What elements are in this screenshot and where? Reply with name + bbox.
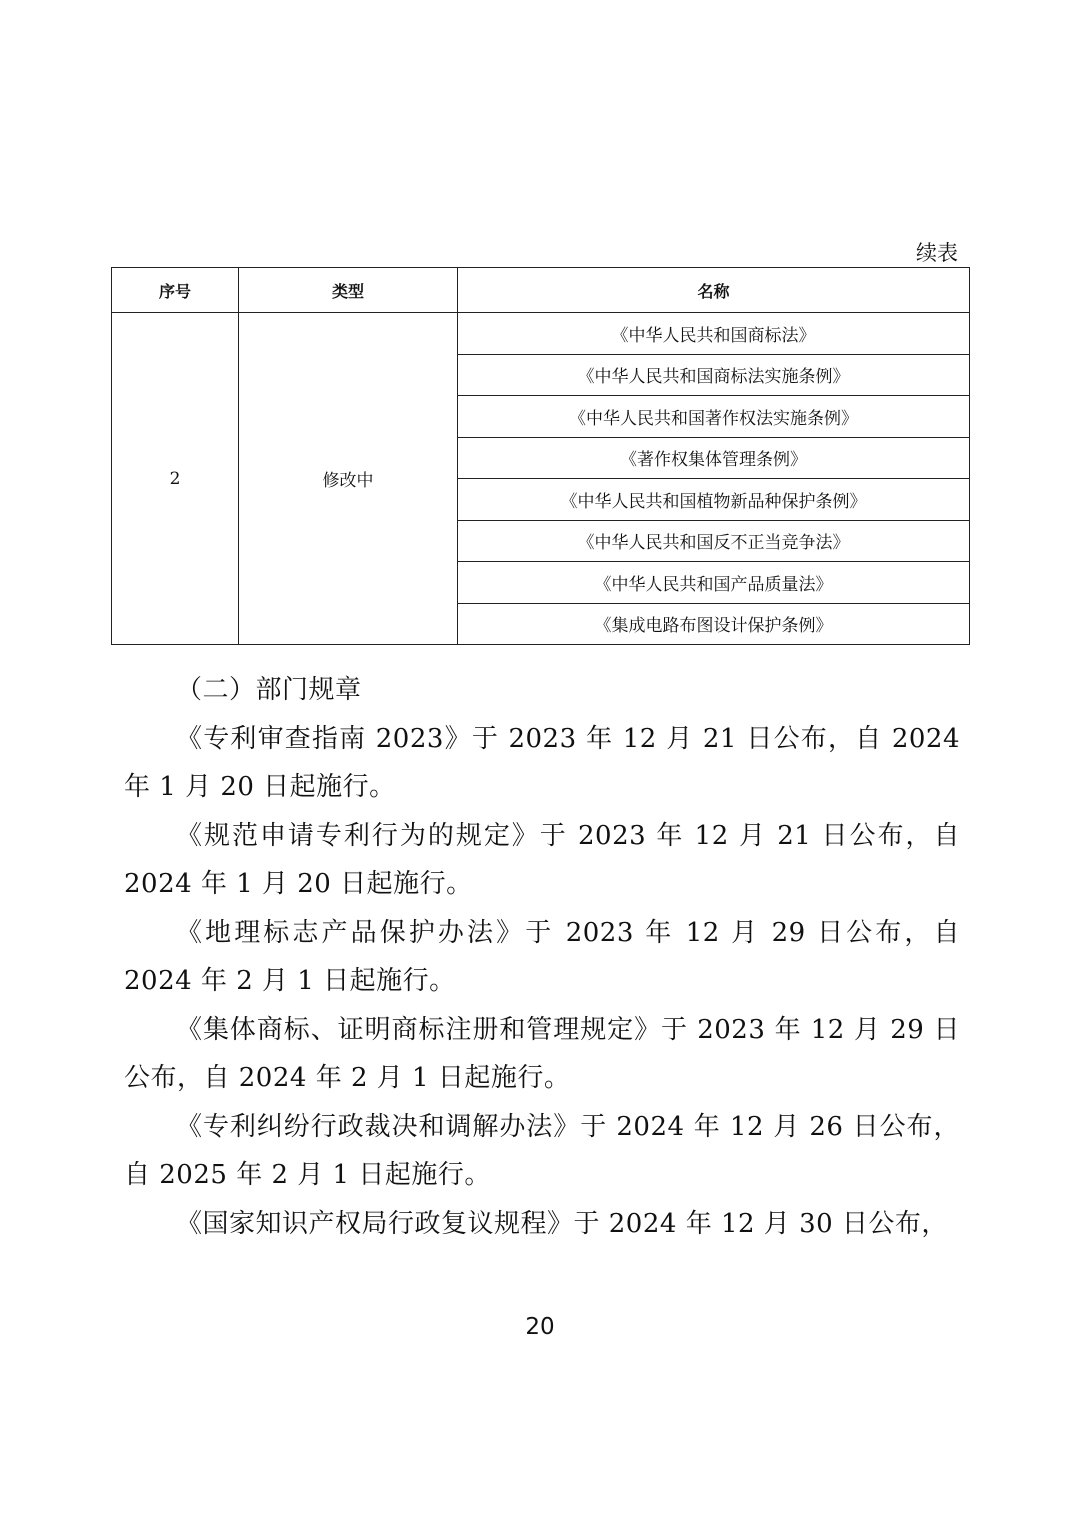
- paragraph: 《专利纠纷行政裁决和调解办法》于 2024 年 12 月 26 日公布，自 2025 年 2 月 1 日起施行。: [124, 1111, 960, 1190]
- paragraph: 《地理标志产品保护办法》于 2023 年 12 月 29 日公布，自 2024 年 2 月 1 日起施行。: [124, 917, 960, 996]
- cell-seq: 2: [112, 313, 239, 645]
- section-heading: （二）部门规章: [176, 675, 362, 705]
- cell-regulation-name: 《中华人民共和国产品质量法》: [458, 562, 970, 604]
- paragraph: 《国家知识产权局行政复议规程》于 2024 年 12 月 30 日公布，: [176, 1208, 948, 1239]
- cell-regulation-name: 《著作权集体管理条例》: [458, 437, 970, 479]
- paragraph: 《规范申请专利行为的规定》于 2023 年 12 月 21 日公布，自 2024 年 1 月 20 日起施行。: [124, 820, 960, 899]
- continued-table-label: 续表: [916, 241, 958, 265]
- header-name: 名称: [458, 268, 970, 313]
- header-type: 类型: [239, 268, 458, 313]
- body-text: [124, 666, 960, 1248]
- cell-regulation-name: 《中华人民共和国反不正当竞争法》: [458, 520, 970, 562]
- header-seq: 序号: [112, 268, 239, 313]
- cell-type: 修改中: [239, 313, 458, 645]
- table-row: [112, 313, 970, 355]
- cell-regulation-name: 《中华人民共和国植物新品种保护条例》: [458, 479, 970, 521]
- cell-regulation-name: 《集成电路布图设计保护条例》: [458, 603, 970, 645]
- paragraph: 《专利审查指南 2023》于 2023 年 12 月 21 日公布，自 2024 年 1 月 20 日起施行。: [124, 723, 960, 802]
- cell-regulation-name: 《中华人民共和国著作权法实施条例》: [458, 396, 970, 438]
- paragraph: 《集体商标、证明商标注册和管理规定》于 2023 年 12 月 29 日公布，自 2024 年 2 月 1 日起施行。: [124, 1014, 960, 1093]
- cell-regulation-name: 《中华人民共和国商标法》: [458, 313, 970, 355]
- regulations-table: [111, 267, 970, 645]
- page-number: 20: [525, 1314, 555, 1340]
- cell-regulation-name: 《中华人民共和国商标法实施条例》: [458, 354, 970, 396]
- table-header-row: [112, 268, 970, 313]
